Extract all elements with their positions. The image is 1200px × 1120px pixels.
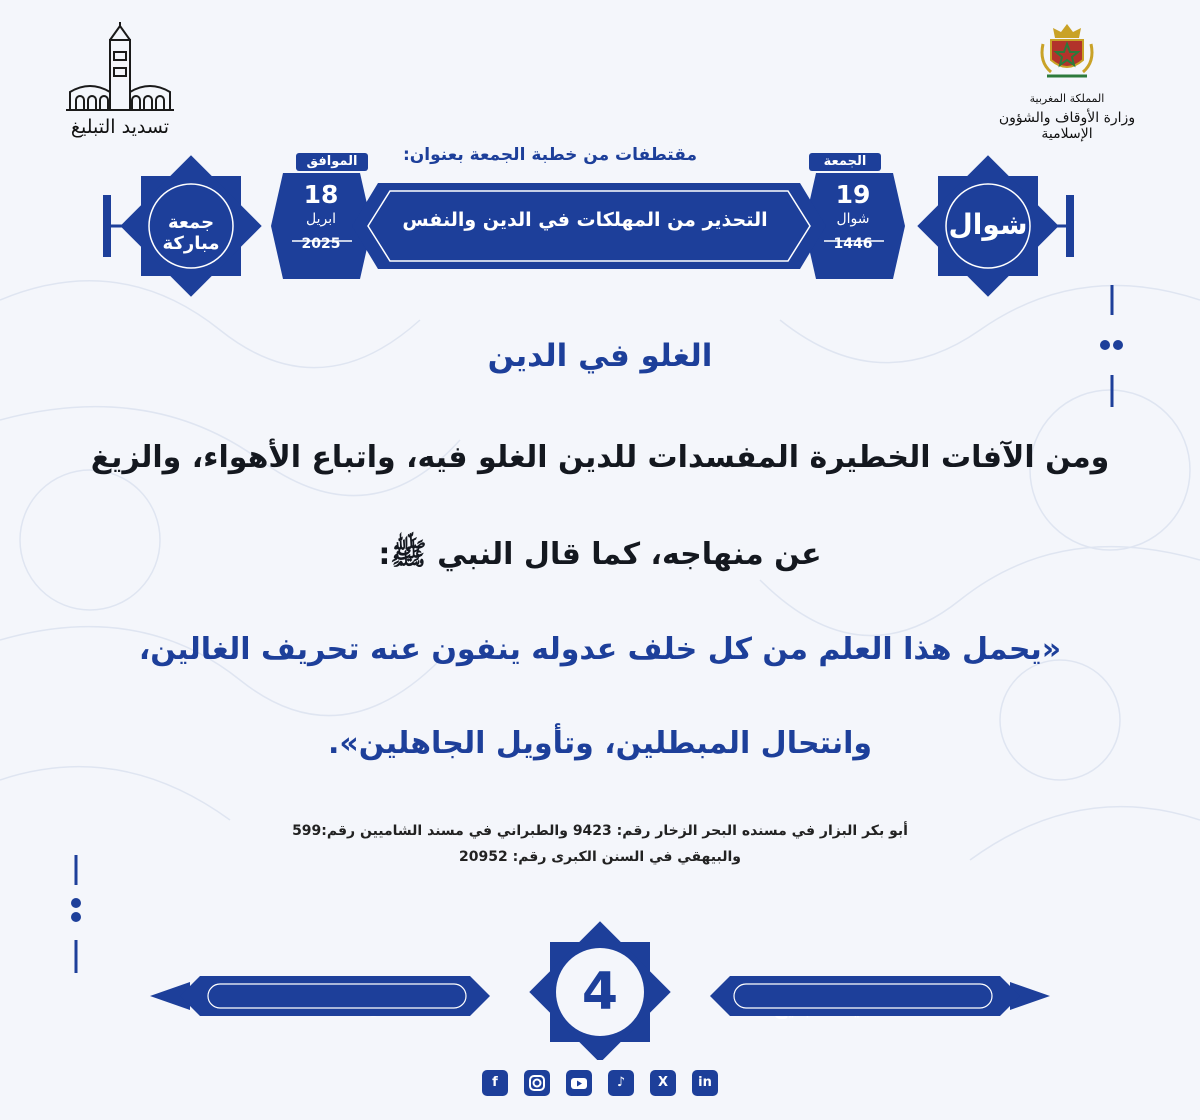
body-line-1: ومن الآفات الخطيرة المفسدات للدين الغلو فيه، واتباع الأهواء، والزيغ — [90, 440, 1110, 475]
hadith-quote-line-2: وانتحال المبطلين، وتأويل الجاهلين». — [327, 726, 873, 761]
right-ornament — [1092, 285, 1132, 410]
gregorian-month: ابريل — [305, 211, 336, 227]
body-line-2: عن منهاجه، كما قال النبي ﷺ: — [378, 537, 822, 572]
tasdid-tabligh-logo — [60, 22, 180, 142]
youtube-icon[interactable] — [566, 1070, 592, 1096]
gregorian-date — [276, 180, 366, 252]
kingdom-label: المملكة المغربية — [1029, 92, 1105, 105]
coat-of-arms-icon — [1037, 22, 1097, 84]
hijri-date — [808, 180, 898, 252]
facebook-icon[interactable]: f — [482, 1070, 508, 1096]
section-heading: الغلو في الدين — [487, 338, 713, 374]
x-icon[interactable]: X — [650, 1070, 676, 1096]
hijri-month: شوال — [836, 211, 870, 227]
logo-caption: تسديد التبليغ — [70, 116, 170, 138]
gregorian-day: 18 — [303, 180, 339, 209]
reference-line-2: والبيهقي في السنن الكبرى رقم: 20952 — [459, 849, 741, 865]
linkedin-icon[interactable]: in — [692, 1070, 718, 1096]
sermon-subtitle: مقتطفات من خطبة الجمعة بعنوان: — [403, 145, 697, 165]
hijri-tag: الجمعة — [809, 153, 881, 171]
hijri-day: 19 — [835, 180, 871, 209]
shawwal-medallion: شوال — [948, 208, 1028, 241]
gregorian-tag: الموافق — [296, 153, 368, 171]
hijri-year: 1446 — [833, 236, 873, 252]
instagram-icon[interactable] — [524, 1070, 550, 1096]
hadith-quote-line-1: «يحمل هذا العلم من كل خلف عدوله ينفون عنه تحريف الغالين، — [138, 632, 1062, 667]
ministry-label: وزارة الأوقاف والشؤون الإسلامية — [998, 110, 1136, 142]
jumua-mubaraka-medallion: جمعة مباركة — [162, 212, 220, 254]
tiktok-icon[interactable]: ♪ — [608, 1070, 634, 1096]
mosque-minaret-icon — [60, 22, 180, 117]
sermon-title: التحذير من المهلكات في الدين والنفس — [402, 209, 768, 231]
ministry-logo — [982, 22, 1152, 142]
reference-line-1: أبو بكر البزار في مسنده البحر الزخار رقم: 9423 والطبراني في مسند الشاميين رقم:599 — [292, 823, 908, 839]
page-number: 4 — [581, 962, 619, 1022]
gregorian-year: 2025 — [301, 236, 341, 252]
